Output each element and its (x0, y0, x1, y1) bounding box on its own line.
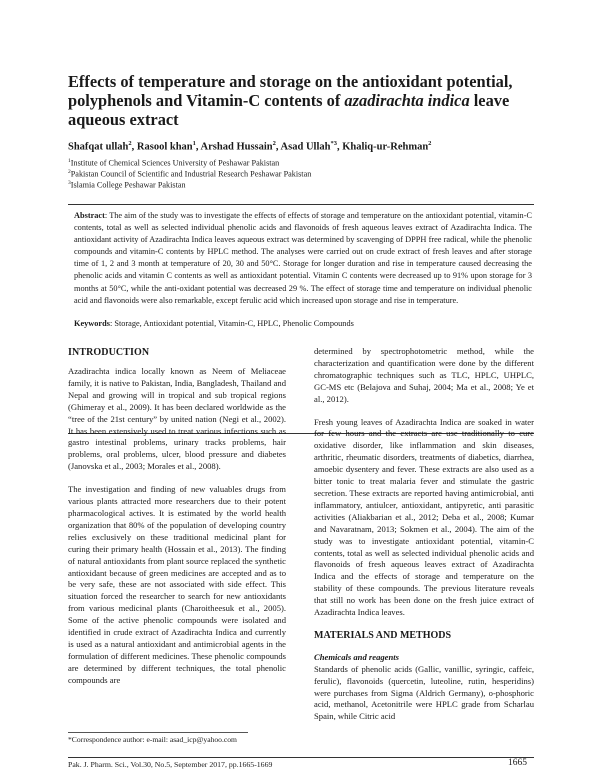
intro-paragraph-1: Azadirachta indica locally known as Neem of Meliaceae family, it is native to Pakistan, India, Bangladesh, Thailand and Nepal and growing will in tropical and sub tropical regions (Ghimeray et al., 2009). It has been declared worldwide as the “tree of the 21st century” by united nation (Negi et al., 2002). It has been extensively used to treat various infections such as gastro intestinal problems, urinary tracks problems, hair problems, oral problems, ulcer, blood pressure and diabetes (Janovska et al., 2003; Morales et al., 2008). (68, 366, 286, 472)
author-affil-sup: 2 (128, 140, 132, 147)
affiliation-sup: 3 (68, 180, 71, 186)
author-affil-sup: 2 (428, 140, 432, 147)
author-name: , Arshad Hussain (195, 141, 273, 153)
intro-paragraph-3: determined by spectrophotometric method, while the characterization and quantification were done by the different chromatographic techniques such as TLC, HPLC, UHPLC, GC-MS etc (Belajova and Suhaj, 2004; Ma et al., 2008; Ye et al., 2012). (314, 346, 534, 404)
materials-methods-heading: MATERIALS AND METHODS (314, 629, 452, 641)
title-line-2-post: leave (469, 91, 510, 110)
chemicals-paragraph: Standards of phenolic acids (Gallic, vanillic, syringic, caffeic, ferulic), flavonoids (quercetin, luteoline, rutin, hesperidins) were purchases from Sigma (Aldrich Germany), o-phosphoric acid, methanol, Acetonitrile were HPLC grade from Scharlau Spain, while Citric acid (314, 663, 534, 722)
author-affil-sup: *3 (330, 140, 337, 147)
footer-rule (68, 757, 534, 758)
keywords-text: : Storage, Antioxidant potential, Vitamin-C, HPLC, Phenolic Compounds (109, 319, 354, 328)
introduction-heading: INTRODUCTION (68, 347, 150, 358)
journal-citation: Pak. J. Pharm. Sci., Vol.30, No.5, September 2017, pp.1665-1669 (68, 760, 273, 769)
intro-paragraph-2: The investigation and finding of new valuables drugs from various plants attracted more researchers due to their potent pharmacological actives. It is estimated by the world health organization that 80% of the population of developing country relies exclusively on these traditional medicinal plant for curing their primary health (Hossain et al., 2013). The finding of natural antioxidants from plant source replaced the synthetic antioxidant because of green medicines are accepted and as to be very safe, these are not associated with side effect. This situation forced the researcher to search for new antioxidants from various medicinal plants (Charoitheesuk et al., 2005). Some of the active phenolic compounds were isolated and identified in crude extract of Azadirachta Indica and currently is used as a natural antioxidant and antimicrobial agents in the formulation of different medicines. These phenolic compounds are determined by different techniques, the total phenolic compounds are (68, 484, 286, 685)
paper-title (68, 72, 548, 129)
title-line-2-pre: polyphenols and Vitamin-C contents of (68, 91, 345, 110)
intro-paragraph-4: Fresh young leaves of Azadirachta Indica are soaked in water for few hours and the extracts are use traditionally to cure oxidative disorder, like inflammation and skin diseases, arthritic, rheumatic disorders, treatments of diabetics, diarrhea, amoebic dysentery and fever. These extracts are also used as a bitter tonic to treat malaria fever and stimulate the gastric secretion. These extracts are reported having antimicrobial, anti inflammatory, antiulcer, antioxidant, antipyretic, anti parasitic activities (Aliakbarian et al., 2012; Deba et al., 2008; Kumar and Navaratnam, 2013; Sokmen et al., 2004). The aim of the study was to investigate antioxidant potential, vitamin-C contents, total as well as selected individual phenolic acids and flavonoids of fresh aqueous leaves extract of Azadirachta Indica and the effects of storage and temperature on the stability of these compounds. The previous literature reveals that still no work has been done on the fresh juice extract of Azadirachta Indica leaves. (314, 416, 534, 618)
title-line-3: aqueous extract (68, 110, 179, 129)
correspondence-footnote: *Correspondence author: e-mail: asad_icp@yahoo.com (68, 735, 237, 744)
title-line-2-italic: azadirachta indica (344, 91, 470, 110)
affiliation-sup: 1 (68, 158, 71, 164)
page-number: 1665 (508, 758, 527, 768)
affiliation-text: Pakistan Council of Scientific and Industrial Research Peshawar Pakistan (70, 169, 312, 179)
chemicals-subheading: Chemicals and reagents (314, 651, 399, 662)
right-column (314, 346, 534, 734)
author-list (68, 140, 538, 153)
author-name: Shafqat ullah (68, 141, 129, 153)
affiliation-text: Islamia College Peshawar Pakistan (70, 180, 186, 190)
title-line-1: Effects of temperature and storage on the antioxidant potential, (68, 72, 513, 91)
author-name: , Asad Ullah (275, 141, 331, 153)
keywords-label: Keywords (74, 319, 110, 328)
affiliation-3 (68, 178, 538, 191)
keywords (74, 318, 532, 329)
abstract-text: : The aim of the study was to investigate the effects of effects of storage and temperature on the antioxidant potential, vitamin-C contents, total as well as selected individual phenolic acids and flavonoids of fresh aqueous leaves extract of Azadirachta Indica. The antioxidant activity of Azadirachta Indica leaves aqueous extract was determined by scavenging of DPPH free radical, while the phenolic compounds and vitamin-C contents by HPLC method. The analyses were carried out on crude extract of fresh leaves and after storage time of 1, 2 and 3 month at temperature of 20, 30 and 50°C. Storage for longer duration and rise in temperature caused decreasing the phenolic acids and vitamin C contents as well as antioxidant potential. Vitamin C contents were decreased up to 91% upon storage for 3 months at 50°C, while the anti-oxidant potential was decreased 29 %. The effect of storage time and temperature on individual phenolic acid and flavonoids were also remarkable, except ferulic acid which increased upon storage and rise in temperature. (74, 211, 532, 305)
affiliation-sup: 2 (68, 169, 71, 175)
author-affil-sup: 1 (192, 140, 196, 147)
abstract (74, 210, 532, 307)
affiliation-text: Institute of Chemical Sciences University of Peshawar Pakistan (70, 158, 280, 168)
author-name: , Khaliq-ur-Rehman (336, 141, 429, 153)
author-name: , Rasool khan (131, 141, 193, 153)
left-column (68, 366, 286, 698)
footnote-rule (68, 732, 248, 733)
abstract-label: Abstract (74, 211, 105, 220)
author-affil-sup: 2 (272, 140, 276, 147)
